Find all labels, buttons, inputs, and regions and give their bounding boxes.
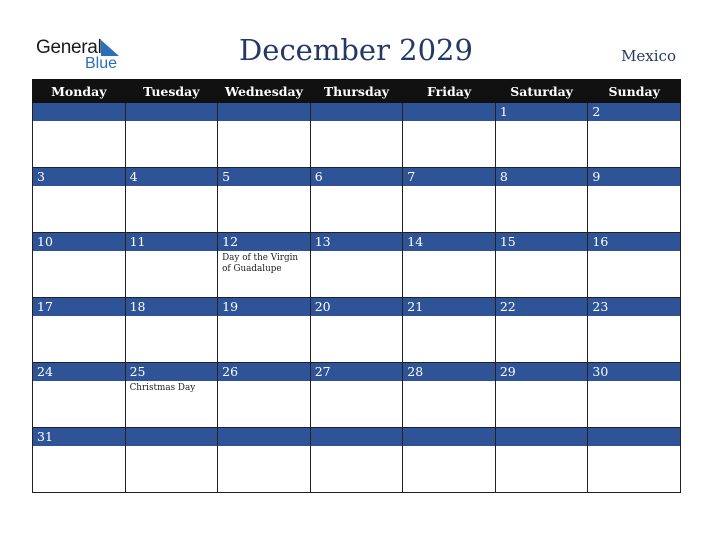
day-cell xyxy=(588,428,681,493)
day-cell-content xyxy=(218,103,310,167)
day-number xyxy=(588,428,680,446)
day-number: 8 xyxy=(496,168,588,186)
day-number: 18 xyxy=(126,298,218,316)
day-cell xyxy=(310,298,403,363)
calendar-grid xyxy=(32,79,681,493)
day-cell-content xyxy=(311,168,403,232)
day-cell-content xyxy=(126,298,218,362)
holiday-label xyxy=(496,316,588,318)
day-number: 30 xyxy=(588,363,680,381)
day-cell-content xyxy=(496,233,588,297)
day-cell xyxy=(495,103,588,168)
holiday-label xyxy=(311,251,403,253)
day-cell-content xyxy=(311,233,403,297)
weekday-header: Thursday xyxy=(310,80,403,103)
day-cell xyxy=(495,428,588,493)
holiday-label xyxy=(33,316,125,318)
holiday-label xyxy=(588,251,680,253)
holiday-label xyxy=(496,446,588,448)
holiday-label xyxy=(403,381,495,383)
holiday-label xyxy=(126,186,218,188)
day-number xyxy=(496,428,588,446)
day-number: 10 xyxy=(33,233,125,251)
day-cell-content xyxy=(496,168,588,232)
week-row xyxy=(33,233,681,298)
holiday-label xyxy=(588,316,680,318)
day-number: 3 xyxy=(33,168,125,186)
day-number: 27 xyxy=(311,363,403,381)
logo-word-general: General xyxy=(36,37,102,58)
holiday-label xyxy=(403,186,495,188)
day-number: 20 xyxy=(311,298,403,316)
day-number: 4 xyxy=(126,168,218,186)
weekday-header: Sunday xyxy=(588,80,681,103)
day-cell xyxy=(125,298,218,363)
holiday-label xyxy=(311,186,403,188)
holiday-label xyxy=(126,316,218,318)
day-cell xyxy=(403,168,496,233)
day-number: 23 xyxy=(588,298,680,316)
day-cell xyxy=(310,363,403,428)
weekday-header-row xyxy=(33,80,681,103)
day-number xyxy=(311,103,403,121)
day-cell-content xyxy=(403,103,495,167)
day-cell xyxy=(218,103,311,168)
day-cell xyxy=(33,168,126,233)
day-cell-content xyxy=(311,298,403,362)
day-cell xyxy=(403,233,496,298)
day-number: 24 xyxy=(33,363,125,381)
day-number: 29 xyxy=(496,363,588,381)
day-cell-content xyxy=(311,103,403,167)
holiday-label: Day of the Virgin of Guadalupe xyxy=(222,253,299,274)
day-cell xyxy=(125,103,218,168)
holiday-label xyxy=(496,186,588,188)
day-cell-content xyxy=(218,363,310,427)
day-cell-content xyxy=(588,298,680,362)
holiday-label xyxy=(311,316,403,318)
day-cell-content xyxy=(126,103,218,167)
day-number: 13 xyxy=(311,233,403,251)
day-cell-content xyxy=(218,168,310,232)
day-cell xyxy=(33,103,126,168)
day-cell xyxy=(218,298,311,363)
holiday-label xyxy=(218,186,310,188)
holiday-label xyxy=(588,446,680,448)
day-cell xyxy=(310,103,403,168)
day-cell xyxy=(588,363,681,428)
day-cell-content xyxy=(588,363,680,427)
day-cell xyxy=(403,428,496,493)
logo-word-blue: Blue xyxy=(85,55,118,72)
day-cell xyxy=(310,168,403,233)
day-number: 14 xyxy=(403,233,495,251)
day-cell xyxy=(125,233,218,298)
day-cell-content xyxy=(311,428,403,492)
day-cell-content xyxy=(403,168,495,232)
day-number: 26 xyxy=(218,363,310,381)
holiday-label xyxy=(33,186,125,188)
day-number: 31 xyxy=(33,428,125,446)
holiday-label xyxy=(311,381,403,383)
holiday-label xyxy=(33,381,125,383)
weekday-header: Tuesday xyxy=(125,80,218,103)
day-cell-content xyxy=(126,233,218,297)
holiday-label xyxy=(403,316,495,318)
holiday-label xyxy=(33,251,125,253)
page-title: December 2029 xyxy=(239,33,473,67)
holiday-label xyxy=(496,251,588,253)
day-cell xyxy=(495,363,588,428)
day-number: 6 xyxy=(311,168,403,186)
country-label: Mexico xyxy=(621,47,676,65)
holiday-label xyxy=(403,251,495,253)
day-number: 21 xyxy=(403,298,495,316)
holiday-label xyxy=(126,446,218,448)
holiday-label xyxy=(588,381,680,383)
day-number: 12 xyxy=(218,233,310,251)
day-number xyxy=(311,428,403,446)
day-cell xyxy=(588,103,681,168)
holiday-label xyxy=(311,446,403,448)
day-cell xyxy=(495,233,588,298)
day-cell-content xyxy=(33,233,125,297)
day-cell-content xyxy=(403,233,495,297)
holiday-label xyxy=(403,446,495,448)
day-cell-content xyxy=(218,233,310,297)
day-cell-content xyxy=(588,168,680,232)
holiday-label xyxy=(311,121,403,123)
day-cell-content xyxy=(126,363,218,427)
week-row xyxy=(33,298,681,363)
day-cell xyxy=(218,168,311,233)
day-number xyxy=(218,428,310,446)
holiday-label xyxy=(496,381,588,383)
holiday-label xyxy=(218,381,310,383)
day-cell xyxy=(310,428,403,493)
day-cell xyxy=(33,233,126,298)
day-cell xyxy=(403,298,496,363)
holiday-label xyxy=(33,446,125,448)
day-number xyxy=(126,428,218,446)
day-cell-content xyxy=(218,298,310,362)
day-cell xyxy=(588,233,681,298)
day-cell-content xyxy=(403,363,495,427)
day-cell xyxy=(218,428,311,493)
day-cell xyxy=(218,363,311,428)
holiday-label xyxy=(588,121,680,123)
day-cell xyxy=(125,428,218,493)
day-number xyxy=(33,103,125,121)
weekday-header: Friday xyxy=(403,80,496,103)
day-cell xyxy=(125,168,218,233)
day-number: 9 xyxy=(588,168,680,186)
day-cell xyxy=(588,298,681,363)
day-cell-content xyxy=(588,428,680,492)
week-row xyxy=(33,168,681,233)
day-number: 11 xyxy=(126,233,218,251)
day-cell-content xyxy=(588,233,680,297)
day-number: 15 xyxy=(496,233,588,251)
day-cell-content xyxy=(218,428,310,492)
day-cell xyxy=(33,298,126,363)
day-number xyxy=(403,103,495,121)
day-cell-content xyxy=(496,363,588,427)
holiday-label xyxy=(496,121,588,123)
day-cell-content xyxy=(403,298,495,362)
day-cell xyxy=(495,298,588,363)
day-cell-content xyxy=(33,168,125,232)
day-cell xyxy=(125,363,218,428)
day-cell-content xyxy=(33,298,125,362)
day-cell-content xyxy=(496,298,588,362)
day-cell-content xyxy=(403,428,495,492)
day-cell xyxy=(403,103,496,168)
day-number: 25 xyxy=(126,363,218,381)
day-cell xyxy=(495,168,588,233)
day-number xyxy=(403,428,495,446)
day-cell-content xyxy=(311,363,403,427)
day-number: 22 xyxy=(496,298,588,316)
week-row xyxy=(33,103,681,168)
weekday-header: Monday xyxy=(33,80,126,103)
holiday-label xyxy=(126,251,218,253)
weekday-header: Wednesday xyxy=(218,80,311,103)
day-cell-content xyxy=(33,363,125,427)
day-number xyxy=(126,103,218,121)
day-cell xyxy=(310,233,403,298)
day-number: 28 xyxy=(403,363,495,381)
day-cell xyxy=(403,363,496,428)
day-number: 17 xyxy=(33,298,125,316)
day-number: 7 xyxy=(403,168,495,186)
day-number: 1 xyxy=(496,103,588,121)
week-row xyxy=(33,363,681,428)
calendar-body xyxy=(33,103,681,493)
holiday-label xyxy=(588,186,680,188)
day-cell-content xyxy=(33,428,125,492)
day-cell-content xyxy=(33,103,125,167)
day-cell-content xyxy=(496,428,588,492)
holiday-label xyxy=(403,121,495,123)
day-cell xyxy=(218,233,311,298)
day-number: 16 xyxy=(588,233,680,251)
day-cell xyxy=(588,168,681,233)
holiday-label xyxy=(33,121,125,123)
day-cell xyxy=(33,363,126,428)
holiday-label: Christmas Day xyxy=(129,383,196,393)
holiday-label xyxy=(218,316,310,318)
holiday-label xyxy=(218,446,310,448)
day-cell xyxy=(33,428,126,493)
day-cell-content xyxy=(126,428,218,492)
day-cell-content xyxy=(496,103,588,167)
day-cell-content xyxy=(126,168,218,232)
day-cell-content xyxy=(588,103,680,167)
day-number: 19 xyxy=(218,298,310,316)
week-row xyxy=(33,428,681,493)
day-number: 5 xyxy=(218,168,310,186)
day-number: 2 xyxy=(588,103,680,121)
day-number xyxy=(218,103,310,121)
holiday-label xyxy=(126,121,218,123)
holiday-label xyxy=(218,121,310,123)
weekday-header: Saturday xyxy=(495,80,588,103)
